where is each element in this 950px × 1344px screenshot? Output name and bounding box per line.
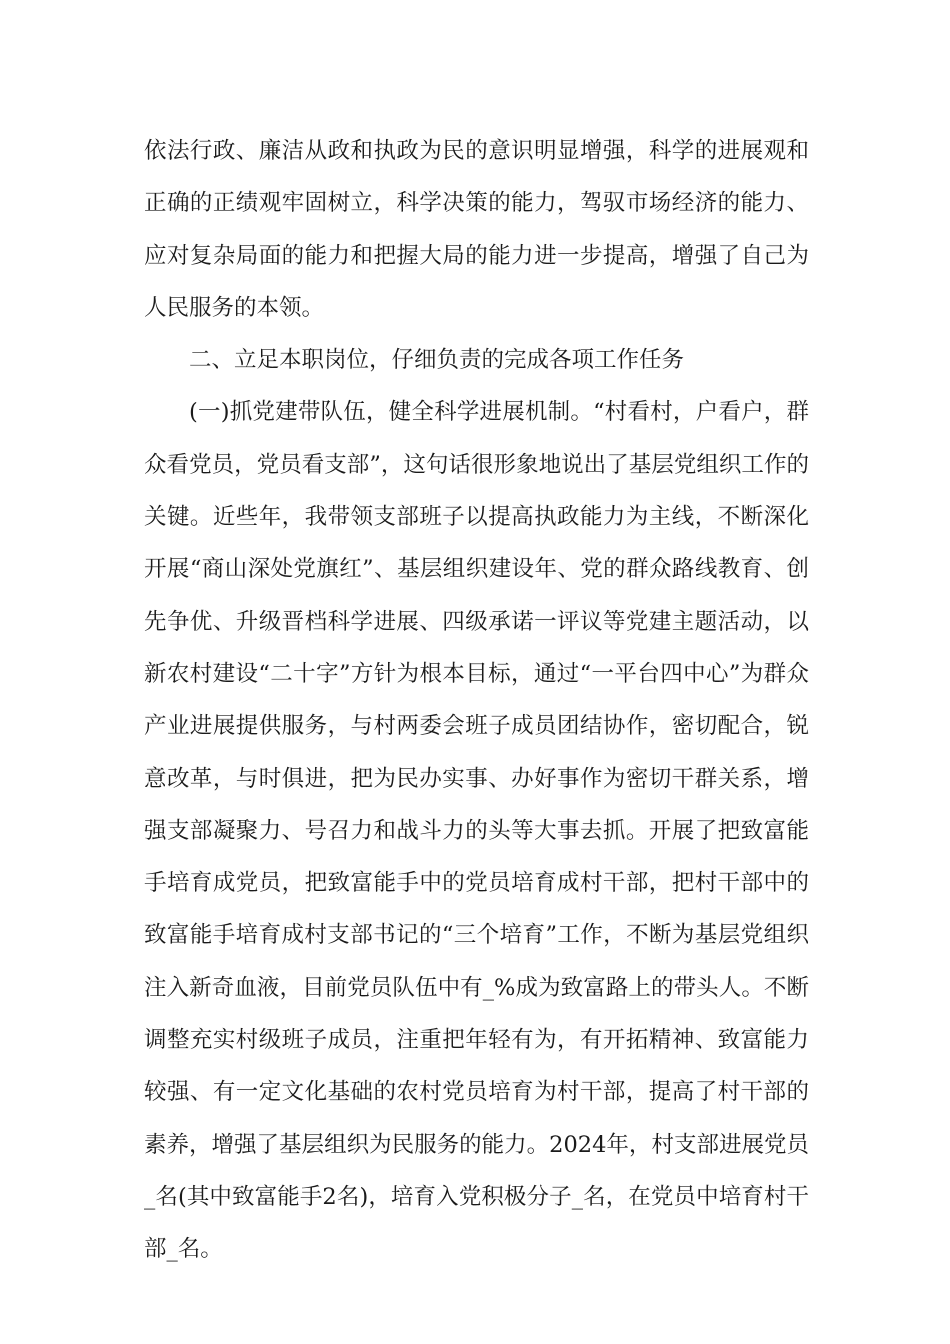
paragraph-continuation: 依法行政、廉洁从政和执政为民的意识明显增强，科学的进展观和正确的正绩观牢固树立，科学决策的能力，驾驭市场经济的能力、应对复杂局面的能力和把握大局的能力进一步提高，增强了自己为人民服务的本领。 (144, 138, 809, 321)
paragraph-party-building: (一)抓党建带队伍，健全科学进展机制。“村看村，户看户，群众看党员，党员看支部”，这句话很形象地说出了基层党组织工作的关键。近些年，我带领支部班子以提高执政能力为主线，不断深化开展“商山深处党旗红”、基层组织建设年、党的群众路线教育、创先争优、升级晋档科学进展、四级承诺一评议等党建主题活动，以新农村建设“二十字”方针为根本目标，通过“一平台四中心”为群众产业进展提供服务，与村两委会班子成员团结协作，密切配合，锐意改革，与时俱进，把为民办实事、办好事作为密切干群关系，增强支部凝聚力、号召力和战斗力的头等大事去抓。开展了把致富能手培育成党员，把致富能手中的党员培育成村干部，把村干部中的致富能手培育成村支部书记的“三个培育”工作，不断为基层党组织注入新奇血液，目前党员队伍中有_%成为致富路上的带头人。不断调整充实村级班子成员，注重把年轻有为，有开拓精神、致富能力较强、有一定文化基础的农村党员培育为村干部，提高了村干部的素养，增强了基层组织为民服务的能力。2024年，村支部进展党员_名(其中致富能手2名)，培育入党积极分子_名，在党员中培育村干部_名。 (144, 399, 809, 1263)
document-body (144, 125, 809, 1276)
section-heading: 二、立足本职岗位，仔细负责的完成各项工作任务 (189, 347, 685, 374)
